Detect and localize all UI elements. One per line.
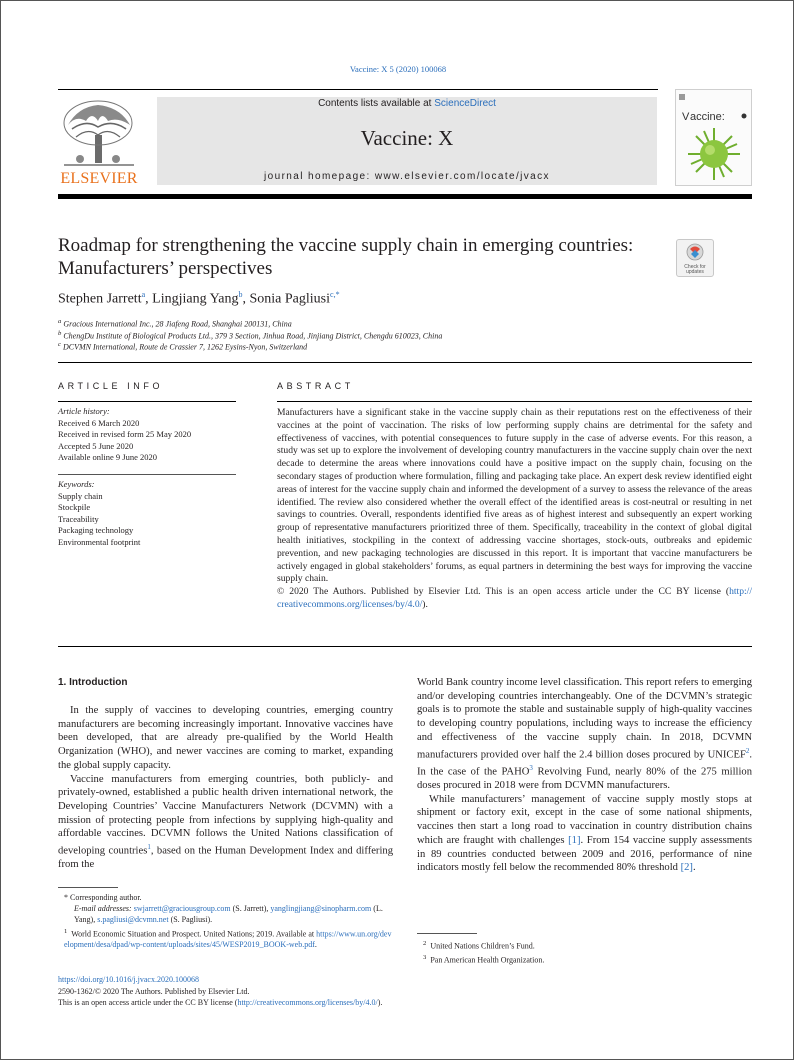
keywords-label: Keywords: xyxy=(58,479,95,489)
history-item: Received in revised form 25 May 2020 xyxy=(58,429,192,440)
citation-link[interactable]: [1] xyxy=(568,834,581,846)
history-label: Article history: xyxy=(58,406,110,416)
abstract-bottom-rule xyxy=(58,646,752,647)
footnote-1 xyxy=(58,926,393,951)
author-separator: , xyxy=(145,291,153,307)
affiliation-text: DCVMN International, Route de Crassier 7, 1262 Eysins-Nyon, Switzerland xyxy=(62,342,308,352)
body-left-column xyxy=(58,704,393,872)
oa-license-link[interactable]: http://creativecommons.org/licenses/by/4.0/ xyxy=(237,998,378,1007)
svg-text:accine:: accine: xyxy=(690,111,725,123)
contents-available xyxy=(157,98,657,109)
article-history xyxy=(58,406,238,464)
abstract-heading: ABSTRACT xyxy=(277,381,354,391)
oa-text: This is an open access article under the CC BY license ( xyxy=(58,998,238,1007)
intro-paragraph xyxy=(417,793,752,875)
running-header[interactable]: Vaccine: X 5 (2020) 100068 xyxy=(349,64,447,74)
footnote-text: World Economic Situation and Prospect. United Nations; 2019. Available at xyxy=(71,929,315,939)
affiliation-mark: c xyxy=(58,341,61,348)
history-item: Received 6 March 2020 xyxy=(58,417,140,428)
keyword: Packaging technology xyxy=(58,525,134,536)
keywords xyxy=(58,479,238,549)
paragraph-text: Vaccine manufacturers from emerging countries, both publicly- and privately-owned, established a public health driven international network, the Developing Countries’ Vaccine Manufacturers Network (DCVMN) with a mission of protecting people from infections by supplying high-quality and affordable vaccines. DCVMN follows the United Nations classification of developing countries xyxy=(58,773,393,857)
footnote-3 xyxy=(423,952,753,966)
section-heading-introduction: 1. Introduction xyxy=(58,677,128,688)
article-info-heading: ARTICLE INFO xyxy=(58,381,164,391)
keywords-rule xyxy=(58,474,236,475)
email-owner: (L. Yang), xyxy=(74,904,383,925)
footnote-end: . xyxy=(314,940,317,950)
affiliation-mark: a xyxy=(58,318,62,325)
history-item: Accepted 5 June 2020 xyxy=(58,440,134,451)
author-name: Lingjiang Yang xyxy=(152,291,239,307)
author-list xyxy=(58,290,340,308)
elsevier-wordmark: ELSEVIER xyxy=(60,170,138,187)
footnote-mark: 3 xyxy=(423,953,427,961)
author-name: Sonia Pagliusi xyxy=(249,291,331,307)
email-owner: (S. Pagliusi). xyxy=(168,915,213,925)
paragraph-text: Revolving Fund, nearly 80% of the 275 million doses procured in 2018 were from DCVMN manufacturers. xyxy=(417,766,753,791)
abstract-text: Manufacturers have a significant stake in the vaccine supply chain as their reputations rest on the effectiveness of their vaccines at the point of vaccination. The risks of low performing supply chains are detrimental for the safety and effectiveness of vaccines, with potential consequences to future supply in the case of adverse events. For this reason, a study was set up to explore the involvement of developing country manufacturers in the vaccine supply chain over the next decade to determine the areas where innovations could have a positive impact on the supply chain, focusing on the secondary stages of production where formulation, filling and packaging take place. An expert desk review identified eight areas of interest for the vaccine supply chain and informed the development of a survey to assess the relevance of the areas identified. The review also considered whether the overall effect of the identified areas is cost-neutral or resulting in net savings to countries. Overall, respondents identified five areas as of highest interest and subsequently an expert working group of representative manufacturers prioritized three of them. Specifically, traceability in the context of global digital health initiatives, stockpiling in the context of addressing vaccine shortages, stock-outs, outbreaks and epidemic prevention, and new packaging technologies are discussed in this report. It is important that vaccine manufacturers be actively engaged in global stakeholders’ forums, as equal partners in determining the best ways for improving the vaccine supply chain. xyxy=(277,407,752,585)
footnote-text: Pan American Health Organization. xyxy=(430,955,545,965)
keyword: Stockpile xyxy=(58,502,91,513)
email-link[interactable]: s.pagliusi@dcvmn.net xyxy=(97,915,169,925)
affiliation xyxy=(58,330,442,341)
footnote-text: United Nations Children’s Fund. xyxy=(430,941,535,951)
contents-prefix: Contents lists available at xyxy=(318,98,435,109)
header-thick-rule xyxy=(58,194,752,199)
intro-paragraph xyxy=(58,773,393,872)
journal-title: Vaccine: X xyxy=(360,126,454,150)
corresponding-text: Corresponding author. xyxy=(70,893,142,902)
cc-by-link[interactable]: http:// creativecommons.org/licenses/by/4.0/ xyxy=(277,586,752,610)
body-right-column xyxy=(417,676,752,875)
email-link[interactable]: yanglingjiang@sinopharm.com xyxy=(270,904,372,914)
cover-image xyxy=(676,90,751,185)
footnote-rule xyxy=(417,933,477,934)
sciencedirect-link[interactable]: ScienceDirect xyxy=(434,98,496,109)
author-affil-link[interactable]: b xyxy=(238,290,243,299)
crossmark-line2: updates xyxy=(686,269,704,275)
issn-line: 2590-1362/© 2020 The Authors. Published by Elsevier Ltd. xyxy=(58,987,250,996)
affiliation-mark: b xyxy=(58,330,62,337)
history-item: Available online 9 June 2020 xyxy=(58,452,157,463)
oa-suffix: ). xyxy=(377,998,383,1007)
open-access-line xyxy=(58,998,382,1007)
paragraph-text: , based on the Human Development Index and differing from the xyxy=(58,845,393,871)
author-name: Stephen Jarrett xyxy=(58,291,142,307)
footnote-url-link[interactable]: https://www.un.org/development/desa/dpad/wp-content/uploads/sites/45/WESP2019_BOOK-web.pdf xyxy=(64,929,392,950)
footnote-ref[interactable]: 1 xyxy=(147,843,151,852)
keyword: Traceability xyxy=(58,513,99,524)
paragraph-text: While manufacturers’ management of vaccine supply mostly stops at shipment or factory exit, except in the case of some national shipments, vaccines then start a long road to vaccination in country distribution chains which are fraught with challenges xyxy=(417,793,752,846)
footnotes-right xyxy=(423,938,753,966)
email-owner: (S. Jarrett), xyxy=(230,904,271,914)
article-title: Roadmap for strengthening the vaccine supply chain in emerging countries: Manufacturers’ perspectives xyxy=(58,235,634,279)
abstract-copyright xyxy=(277,586,752,612)
footnote-mark: 2 xyxy=(423,940,427,947)
journal-homepage[interactable]: journal homepage: www.elsevier.com/locate/jvacx xyxy=(264,171,550,182)
email-link[interactable]: swjarrett@graciousgroup.com xyxy=(133,904,231,914)
abstract-body xyxy=(277,407,752,612)
paragraph-text: . xyxy=(692,862,696,874)
affiliation-rule xyxy=(58,362,752,363)
article-info-rule xyxy=(58,401,236,402)
affiliation-text: ChengDu Institute of Biological Products Ltd., 379 3 Section, Jinhua Road, Jinjiang District, Chengdu 610023, China xyxy=(63,331,443,341)
keyword: Environmental footprint xyxy=(58,536,141,547)
affiliation xyxy=(58,341,307,352)
citation-link[interactable]: [2] xyxy=(680,862,693,874)
check-for-updates-badge[interactable] xyxy=(676,239,714,277)
footnote-ref[interactable]: 3 xyxy=(529,763,533,772)
author-separator: , xyxy=(242,291,250,307)
copyright-text: © 2020 The Authors. Published by Elsevier Ltd. This is an open access article under the CC BY license ( xyxy=(277,586,730,598)
keyword: Supply chain xyxy=(58,490,103,501)
footnote-rule xyxy=(58,887,118,888)
footnote-2 xyxy=(423,938,753,952)
svg-text:V: V xyxy=(682,111,690,123)
copyright-suffix: ). xyxy=(422,598,428,610)
footnote-mark: 1 xyxy=(64,927,68,935)
email-addresses xyxy=(58,903,393,925)
affiliation-text: Gracious International Inc., 28 Jiafeng Road, Shanghai 200131, China xyxy=(63,319,292,329)
footnote-ref[interactable]: 2 xyxy=(745,746,750,755)
paragraph-text: . In the case of the PAHO xyxy=(417,749,752,778)
affiliation xyxy=(58,318,292,329)
intro-paragraph: In the supply of vaccines to developing countries, emerging country manufacturers are becoming increasingly important. Innovative vaccines have been developed, that are already pre-qualified by the World Health Organization (WHO), and newer vaccines are coming to market, expanding the global supply capacity. xyxy=(58,705,393,771)
footnotes-left xyxy=(58,892,393,951)
corresponding-note: * Corresponding author. xyxy=(64,893,142,902)
abstract-rule xyxy=(277,401,752,402)
author-affil-link[interactable]: a xyxy=(141,290,146,299)
journal-cover[interactable] xyxy=(675,89,752,186)
intro-paragraph xyxy=(417,676,752,793)
email-label: E-mail addresses: xyxy=(74,904,132,914)
doi-link[interactable]: https://doi.org/10.1016/j.jvacx.2020.100068 xyxy=(58,975,199,984)
author-affil-link[interactable]: c,* xyxy=(330,290,340,299)
paragraph-text: World Bank country income level classification. This report refers to emerging and/or developing countries interchangeably. One of the DCVMN’s strategic goals is to promote the stable and sustainable supply of high-quality vaccines to developing country populations, including ways to increase the efficiency and effectiveness of the vaccine supply chain. In 2018, DCVMN manufacturers provided over half the 2.4 billion doses procured by UNICEF xyxy=(417,677,752,761)
crossmark-icon xyxy=(677,240,713,276)
paragraph-text: . From 154 vaccine supply assessments in 89 countries conducted between 2009 and 2016, performance of nine indicators mostly fell below the recommended 80% threshold xyxy=(417,834,752,874)
header-top-rule xyxy=(58,89,658,90)
crossmark-line1: Check for xyxy=(684,264,706,270)
